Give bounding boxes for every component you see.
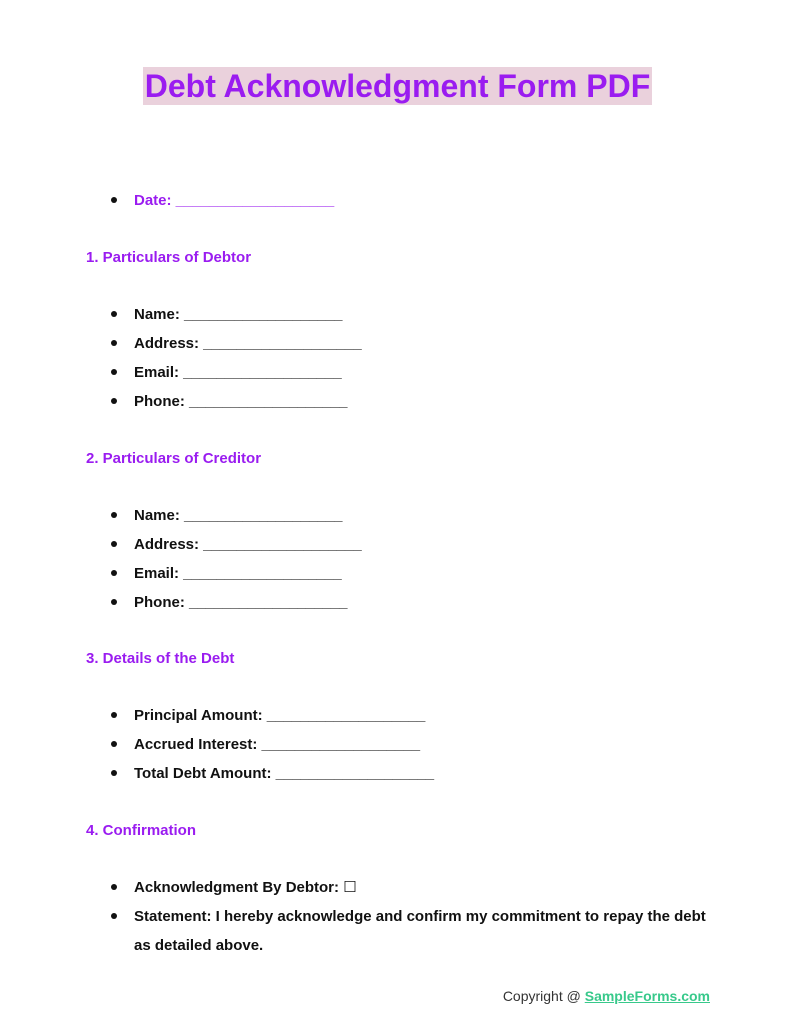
copyright-footer (0, 988, 710, 1004)
creditor-name-field[interactable]: Name: ___________________ (0, 501, 362, 530)
date-list (0, 186, 334, 215)
confirmation-fields (0, 873, 714, 960)
debtor-phone-field[interactable]: Phone: ___________________ (0, 387, 362, 416)
title-container (0, 67, 795, 105)
section-heading-creditor: 2. Particulars of Creditor (86, 450, 262, 467)
brand-link[interactable]: SampleForms.com (584, 988, 710, 1004)
accrued-interest-field[interactable]: Accrued Interest: ___________________ (0, 730, 434, 759)
creditor-fields (0, 501, 362, 617)
section-heading-debt-details: 3. Details of the Debt (86, 650, 235, 667)
section-heading-debtor: 1. Particulars of Debtor (86, 249, 252, 266)
section-heading-confirmation: 4. Confirmation (86, 822, 197, 839)
statement-text: Statement: I hereby acknowledge and confirm my commitment to repay the debt as detailed above. (0, 902, 714, 960)
debt-detail-fields (0, 701, 434, 788)
debtor-email-field[interactable]: Email: ___________________ (0, 358, 362, 387)
creditor-phone-field[interactable]: Phone: ___________________ (0, 588, 362, 617)
debtor-name-field[interactable]: Name: ___________________ (0, 300, 362, 329)
total-debt-field[interactable]: Total Debt Amount: ___________________ (0, 759, 434, 788)
copyright-prefix: Copyright @ (502, 988, 585, 1004)
creditor-address-field[interactable]: Address: ___________________ (0, 530, 362, 559)
acknowledgment-checkbox-item[interactable]: Acknowledgment By Debtor: ☐ (0, 873, 714, 902)
creditor-email-field[interactable]: Email: ___________________ (0, 559, 362, 588)
principal-amount-field[interactable]: Principal Amount: ___________________ (0, 701, 434, 730)
date-field[interactable]: Date: ___________________ (0, 186, 334, 215)
page-title: Debt Acknowledgment Form PDF (144, 68, 651, 104)
debtor-address-field[interactable]: Address: ___________________ (0, 329, 362, 358)
debtor-fields (0, 300, 362, 416)
